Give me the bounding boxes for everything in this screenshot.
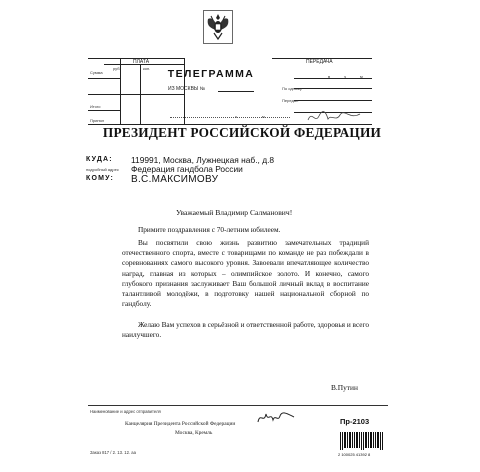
letter-paragraph-3: Желаю Вам успехов в серьёзной и ответственной работе, здоровья и всего наилучшего. xyxy=(122,320,369,340)
address-line-2: Федерация гандбола России xyxy=(131,164,243,174)
telegram-from: ИЗ МОСКВЫ № xyxy=(168,86,206,92)
prinyal-label: Принял xyxy=(90,118,105,123)
peredacha-label: ПЕРЕДАЧА xyxy=(306,59,333,65)
v-label: в xyxy=(328,74,331,79)
komu-label: КОМУ: xyxy=(86,175,115,182)
rub-label: руб. xyxy=(113,66,121,71)
recipient-name: В.С.МАКСИМОВУ xyxy=(131,174,219,185)
letterhead-title: ПРЕЗИДЕНТ РОССИЙСКОЙ ФЕДЕРАЦИИ xyxy=(102,125,382,140)
sender-line-2: Москва, Кремль xyxy=(175,430,213,436)
letter-paragraph-1: Примите поздравления с 70-летним юбилеем. xyxy=(138,225,281,234)
telegram-header xyxy=(150,66,272,100)
sender-label: Наименование и адрес отправителя xyxy=(90,409,161,414)
from-label: По одному xyxy=(282,86,302,91)
operator-signature-image xyxy=(306,108,362,126)
signer-name: В.Путин xyxy=(331,383,358,392)
barcode-number: 2 100025 41392 8 xyxy=(338,452,371,457)
peredal-label: Передал xyxy=(282,98,299,103)
kuda-sub-label: подробный адрес xyxy=(86,167,119,172)
print-code: Заказ 817 / 2. 13. 12. аа xyxy=(90,450,136,455)
coat-of-arms-icon xyxy=(203,10,233,44)
row-dots xyxy=(170,117,290,118)
kuda-label: КУДА: xyxy=(86,156,113,163)
barcode-image xyxy=(340,432,384,450)
letter-greeting: Уважаемый Владимир Салманович! xyxy=(176,208,293,217)
letter-paragraph-2: Вы посвятили свою жизнь развитию замечательных традиций отечественного спорта, вместе с товарищами по команде не раз побеждали в соревнованиях самого высокого уровня. Завоевали впечатляющее количество наград, главная из которых – олимпийское золото. И конечно, самого глубокого признания заслуживает Ваш большой личный вклад в воспитание талантливой молодёжи, в подготовку нашей национальной сборной по гандболу. xyxy=(122,238,369,309)
row-m-label: м xyxy=(262,114,265,119)
telegram-title: ТЕЛЕГРАММА xyxy=(167,68,255,80)
m-label: м xyxy=(360,74,363,79)
row-ch-label: ч xyxy=(235,114,238,119)
bottom-divider xyxy=(88,405,388,406)
sender-line-1: Канцелярия Президента Российской Федерации xyxy=(125,421,236,427)
kop-label: коп. xyxy=(143,66,151,71)
form-number: Пр-2103 xyxy=(340,417,370,426)
itogo-label: Итого xyxy=(90,104,101,109)
ch-label: ч xyxy=(344,74,347,79)
sum-label: Сумма xyxy=(90,70,103,75)
sender-signature-image xyxy=(256,408,296,426)
address-line-1: 119991, Москва, Лужнецкая наб., д.8 xyxy=(131,155,275,165)
plata-label: ПЛАТА xyxy=(133,59,150,65)
